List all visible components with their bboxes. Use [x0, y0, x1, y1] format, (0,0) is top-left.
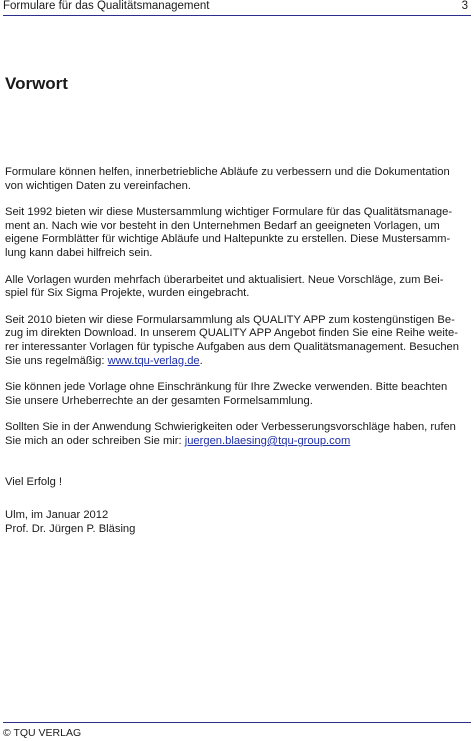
text-line: Viel Erfolg !: [5, 475, 63, 488]
footer-rule: [3, 722, 471, 723]
text-line: [5, 435, 474, 449]
closing-text: [5, 476, 474, 490]
paragraph-since-1992: [5, 206, 474, 260]
author-name: Prof. Dr. Jürgen P. Bläsing: [5, 522, 136, 535]
paragraph-intro: [5, 166, 474, 193]
text-line: von wichtigen Daten zu vereinfachen.: [5, 179, 191, 192]
running-title: Formulare für das Qualitätsmanagement: [3, 0, 210, 12]
paragraph-contact: [5, 421, 474, 448]
text-line: Sollten Sie in der Anwendung Schwierigkeiten oder Verbesserungsvorschläge haben, rufen: [5, 421, 456, 434]
page-number: 3: [461, 0, 468, 12]
text-fragment: Sie mich an oder schreiben Sie mir:: [5, 434, 185, 447]
paragraph-quality-app: [5, 314, 474, 368]
text-line: ment an. Nach wie vor besteht in den Unternehmen Bedarf an geeigneten Vorlagen, um: [5, 219, 440, 232]
paragraph-usage: [5, 381, 474, 408]
text-line: eigene Formblätter für wichtige Abläufe und Haltepunkte zu erstellen. Diese Mustersamm-: [5, 233, 451, 246]
header-rule: [3, 15, 471, 16]
text-line: Seit 2010 bieten wir diese Formularsammlung als QUALITY APP zum kostengünstigen Be-: [5, 313, 455, 326]
text-line: Seit 1992 bieten wir diese Mustersammlung wichtiger Formulare für das Qualitätsmanage-: [5, 206, 453, 219]
text-fragment: .: [199, 354, 203, 367]
text-line: lung kann dabei hilfreich sein.: [5, 246, 153, 259]
text-line: Sie unsere Urheberrechte an der gesamten Formelsammlung.: [5, 394, 313, 407]
email-link[interactable]: juergen.blaesing@tqu-group.com: [184, 434, 351, 447]
text-line: Sie können jede Vorlage ohne Einschränkung für Ihre Zwecke verwenden. Bitte beachten: [5, 381, 448, 394]
text-line: spiel für Six Sigma Projekte, wurden eingebracht.: [5, 287, 250, 300]
text-line: Alle Vorlagen wurden mehrfach überarbeitet und aktualisiert. Neue Vorschläge, zum Bei-: [5, 273, 444, 286]
place-date: Ulm, im Januar 2012: [5, 509, 109, 522]
text-line: rer interessanter Vorlagen für typische Aufgaben aus dem Qualitätsmanagement. Besuchen: [5, 340, 459, 353]
text-line: Formulare können helfen, innerbetriebliche Abläufe zu verbessern und die Dokumentation: [5, 166, 450, 178]
text-line: [5, 355, 474, 369]
paragraph-revisions: [5, 274, 474, 301]
body-text: [5, 166, 474, 536]
signature-block: [5, 509, 474, 536]
page-footer: [3, 727, 81, 739]
copyright-text: © TQU VERLAG: [3, 727, 82, 739]
page-header: [3, 0, 471, 15]
text-fragment: Sie uns regelmäßig:: [5, 354, 108, 367]
text-line: zug im direkten Download. In unserem QUALITY APP Angebot finden Sie eine Reihe weite-: [5, 327, 458, 340]
section-heading: Vorwort: [5, 74, 68, 93]
website-link[interactable]: www.tqu-verlag.de: [107, 354, 200, 367]
